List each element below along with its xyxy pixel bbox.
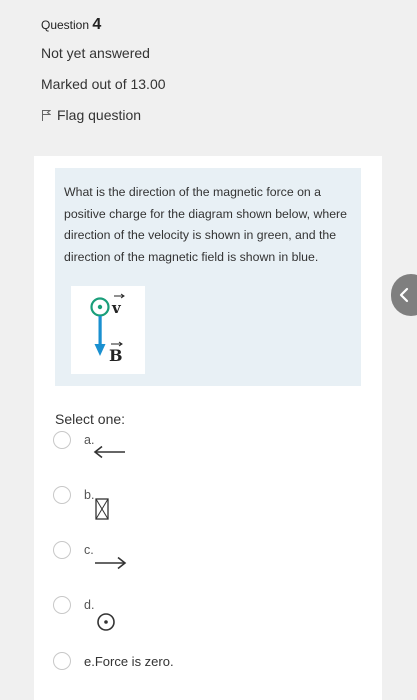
into-page-icon: [95, 498, 109, 520]
option-d-radio[interactable]: [53, 596, 71, 614]
option-c-radio[interactable]: [53, 541, 71, 559]
option-a-radio[interactable]: [53, 431, 71, 449]
option-b[interactable]: [53, 486, 353, 526]
option-a[interactable]: [53, 431, 353, 471]
question-prompt: What is the direction of the magnetic force on a positive charge for the diagram shown below, where direction of the velocity is shown in green, and the direction of the magnetic field is shown in blue.: [64, 185, 347, 264]
select-one-label: Select one:: [55, 411, 126, 427]
field-arrow-shaft: [99, 316, 102, 346]
arrow-left-icon: [93, 445, 127, 459]
option-d-letter: d.: [84, 598, 95, 612]
flag-icon: [41, 109, 51, 121]
drawer-toggle-button[interactable]: [391, 274, 417, 316]
question-grade: Marked out of 13.00: [41, 76, 166, 92]
question-number: [41, 16, 101, 34]
velocity-field-diagram: [71, 286, 145, 374]
option-d[interactable]: [53, 596, 353, 636]
option-e-letter: e.: [84, 654, 95, 669]
option-e[interactable]: [53, 652, 353, 692]
arrow-right-icon: [93, 556, 127, 570]
option-c[interactable]: [53, 541, 353, 581]
field-arrow-head: [95, 344, 106, 356]
chevron-left-icon: [398, 287, 410, 303]
option-e-text: Force is zero.: [94, 654, 174, 669]
option-e-radio[interactable]: [53, 652, 71, 670]
field-label: B: [109, 346, 123, 365]
option-a-letter: a.: [84, 433, 95, 447]
flag-question-label: Flag question: [57, 107, 142, 123]
diagram-figure: [71, 286, 145, 374]
question-number-value: 4: [92, 16, 102, 33]
question-state: Not yet answered: [41, 45, 150, 61]
option-c-letter: c.: [84, 543, 94, 557]
out-of-page-icon: [96, 612, 116, 632]
option-b-letter: b.: [84, 488, 95, 502]
flag-question-link[interactable]: [41, 107, 141, 123]
velocity-label: v: [112, 299, 121, 317]
question-card: [34, 156, 382, 700]
question-label: Question: [41, 18, 90, 32]
option-e-label: [84, 654, 174, 669]
option-b-radio[interactable]: [53, 486, 71, 504]
question-text-box: [55, 168, 361, 386]
